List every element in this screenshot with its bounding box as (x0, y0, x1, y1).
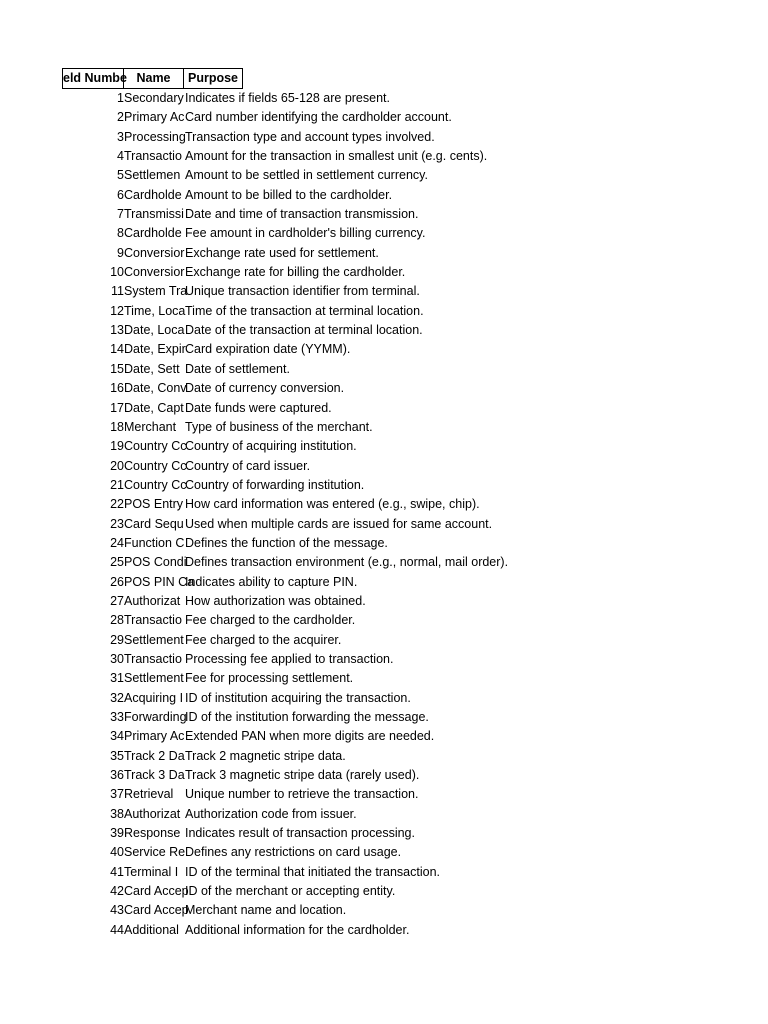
table-body (62, 89, 705, 940)
cell-purpose[interactable]: How authorization was obtained. (185, 593, 366, 608)
table-row (62, 863, 705, 882)
cell-name[interactable]: Additional (124, 922, 179, 937)
cell-name[interactable]: Primary Ac (124, 110, 185, 125)
cell-purpose[interactable]: Unique number to retrieve the transaction. (185, 787, 419, 802)
cell-name[interactable]: Card Sequ (124, 516, 184, 531)
table-row (62, 515, 705, 534)
cell-name[interactable]: Date, Conv (124, 381, 187, 396)
table-row (62, 824, 705, 843)
cell-purpose[interactable]: Time of the transaction at terminal location. (185, 303, 424, 318)
cell-purpose[interactable]: Country of acquiring institution. (185, 439, 357, 454)
cell-field-number[interactable]: 28 (110, 613, 124, 628)
cell-purpose[interactable]: Unique transaction identifier from terminal. (185, 284, 420, 299)
cell-name[interactable]: Secondary (124, 91, 184, 105)
cell-purpose[interactable]: Additional information for the cardholder. (185, 922, 410, 937)
table-row (62, 921, 705, 940)
cell-name[interactable]: Transactio (124, 149, 182, 164)
cell-purpose[interactable]: Date of settlement. (185, 361, 290, 376)
cell-purpose[interactable]: How card information was entered (e.g., swipe, chip). (185, 497, 480, 512)
cell-purpose[interactable]: Type of business of the merchant. (185, 419, 373, 434)
cell-field-number[interactable]: 34 (110, 729, 124, 744)
cell-purpose[interactable]: Date of currency conversion. (185, 381, 345, 396)
cell-field-number[interactable]: 35 (110, 748, 124, 763)
table-row (62, 147, 705, 166)
table-row (62, 476, 705, 495)
table-row (62, 747, 705, 766)
table-row (62, 534, 705, 553)
cell-purpose[interactable]: Amount to be billed to the cardholder. (185, 187, 393, 202)
table-row (62, 302, 705, 321)
cell-purpose[interactable]: Country of forwarding institution. (185, 477, 365, 492)
cell-field-number[interactable]: 17 (110, 400, 124, 415)
cell-name[interactable]: Authorizat (124, 593, 181, 608)
cell-purpose[interactable]: Fee charged to the cardholder. (185, 613, 356, 628)
cell-name[interactable]: System Tra (124, 284, 188, 299)
table-row (62, 843, 705, 862)
spreadsheet-table (62, 68, 705, 940)
cell-purpose[interactable]: Card expiration date (YYMM). (185, 342, 351, 357)
cell-purpose[interactable]: Fee amount in cardholder's billing currency. (185, 226, 426, 241)
cell-purpose[interactable]: Transaction type and account types involved. (185, 129, 435, 144)
cell-name[interactable]: Terminal I (124, 864, 179, 879)
table-row (62, 611, 705, 630)
cell-purpose[interactable]: Exchange rate used for settlement. (185, 245, 379, 260)
cell-field-number[interactable]: 6 (117, 187, 124, 202)
cell-field-number[interactable]: 3 (117, 129, 124, 144)
table-row (62, 592, 705, 611)
cell-field-number[interactable]: 27 (110, 593, 124, 608)
cell-purpose[interactable]: ID of the institution forwarding the message. (185, 710, 429, 724)
cell-purpose[interactable]: ID of the terminal that initiated the transaction. (185, 864, 440, 879)
cell-name[interactable]: Conversior (124, 245, 185, 260)
cell-field-number[interactable]: 44 (110, 922, 124, 937)
cell-field-number[interactable]: 23 (110, 516, 124, 531)
cell-name[interactable]: Card Accep (124, 903, 189, 918)
cell-field-number[interactable]: 8 (117, 226, 124, 241)
cell-field-number[interactable]: 42 (110, 884, 124, 899)
cell-purpose[interactable]: Date funds were captured. (185, 400, 332, 415)
cell-name[interactable]: Transactio (124, 651, 182, 666)
table-row (62, 805, 705, 824)
table-row (62, 650, 705, 669)
table-row (62, 108, 705, 127)
table-row (62, 882, 705, 901)
cell-name[interactable]: Primary Ac (124, 729, 185, 744)
table-row (62, 263, 705, 282)
cell-purpose[interactable]: Indicates result of transaction processing. (185, 826, 415, 841)
cell-field-number[interactable]: 41 (110, 864, 124, 879)
cell-name[interactable]: POS Entry (124, 497, 184, 512)
cell-name[interactable]: Cardholde (124, 226, 182, 241)
cell-name[interactable]: Date, Loca (124, 323, 185, 338)
cell-field-number[interactable]: 21 (110, 477, 124, 492)
cell-field-number[interactable]: 31 (110, 671, 124, 686)
cell-purpose[interactable]: Card number identifying the cardholder account. (185, 110, 452, 125)
table-row (62, 244, 705, 263)
table-row (62, 360, 705, 379)
table-row (62, 553, 705, 572)
cell-field-number[interactable]: 1 (117, 91, 124, 105)
table-row (62, 457, 705, 476)
cell-field-number[interactable]: 29 (110, 632, 124, 647)
cell-purpose[interactable]: Date and time of transaction transmission. (185, 207, 419, 222)
cell-field-number[interactable]: 30 (110, 651, 124, 666)
cell-purpose[interactable]: Merchant name and location. (185, 903, 347, 918)
cell-field-number[interactable]: 20 (110, 458, 124, 473)
header-purpose[interactable]: Purpose (183, 68, 243, 89)
cell-name[interactable]: POS Condi (124, 555, 187, 570)
cell-name[interactable]: Time, Loca (124, 303, 186, 318)
cell-purpose[interactable]: Indicates ability to capture PIN. (185, 574, 358, 589)
cell-purpose[interactable]: Track 2 magnetic stripe data. (185, 748, 346, 763)
cell-purpose[interactable]: Exchange rate for billing the cardholder. (185, 265, 406, 280)
cell-field-number[interactable]: 15 (110, 361, 124, 376)
cell-name[interactable]: Processing (124, 129, 186, 144)
cell-name[interactable]: Country Cc (124, 458, 187, 473)
cell-name[interactable]: Country Cc (124, 477, 187, 492)
cell-name[interactable]: Authorizat (124, 806, 181, 821)
cell-purpose[interactable]: Amount to be settled in settlement currency. (185, 168, 428, 183)
cell-field-number[interactable]: 14 (110, 342, 124, 357)
table-row (62, 89, 705, 108)
cell-field-number[interactable]: 13 (110, 323, 124, 338)
table-row (62, 901, 705, 920)
cell-purpose[interactable]: Used when multiple cards are issued for same account. (185, 516, 493, 531)
table-row (62, 708, 705, 727)
table-row (62, 669, 705, 688)
cell-purpose[interactable]: Processing fee applied to transaction. (185, 651, 394, 666)
cell-field-number[interactable]: 36 (110, 768, 124, 783)
cell-name[interactable]: Merchant (124, 419, 177, 434)
cell-name[interactable]: Track 3 Da (124, 768, 185, 783)
cell-name[interactable]: Transactio (124, 613, 182, 628)
cell-name[interactable]: POS PIN Ca (124, 574, 195, 589)
cell-purpose[interactable]: Defines any restrictions on card usage. (185, 845, 402, 860)
cell-field-number[interactable]: 9 (117, 245, 124, 260)
cell-field-number[interactable]: 37 (110, 787, 124, 802)
table-row (62, 418, 705, 437)
cell-field-number[interactable]: 22 (110, 497, 124, 512)
cell-name[interactable]: Service Re (124, 845, 186, 860)
cell-purpose[interactable]: ID of the merchant or accepting entity. (185, 884, 396, 899)
cell-purpose[interactable]: Extended PAN when more digits are needed. (185, 729, 435, 744)
table-row (62, 727, 705, 746)
table-row (62, 495, 705, 514)
cell-name[interactable]: Transmissi (124, 207, 184, 222)
cell-field-number[interactable]: 40 (110, 845, 124, 860)
table-row (62, 573, 705, 592)
cell-field-number[interactable]: 10 (110, 265, 124, 280)
table-row (62, 128, 705, 147)
cell-name[interactable]: Settlement (124, 632, 184, 647)
cell-field-number[interactable]: 4 (117, 149, 124, 164)
table-row (62, 166, 705, 185)
cell-purpose[interactable]: ID of institution acquiring the transaction. (185, 690, 411, 705)
cell-name[interactable]: Date, Capt (124, 400, 184, 415)
cell-name[interactable]: Retrieval (124, 787, 174, 802)
cell-field-number[interactable]: 19 (110, 439, 124, 454)
table-row (62, 224, 705, 243)
cell-name[interactable]: Settlement (124, 671, 184, 686)
cell-purpose[interactable]: Date of the transaction at terminal location. (185, 323, 423, 338)
cell-field-number[interactable]: 5 (117, 168, 124, 183)
cell-purpose[interactable]: Fee charged to the acquirer. (185, 632, 342, 647)
cell-purpose[interactable]: Track 3 magnetic stripe data (rarely used). (185, 768, 420, 783)
cell-field-number[interactable]: 16 (110, 381, 124, 396)
cell-name[interactable]: Response (124, 826, 181, 841)
cell-name[interactable]: Conversior (124, 265, 185, 280)
table-row (62, 437, 705, 456)
table-row (62, 321, 705, 340)
header-name[interactable]: Name (123, 68, 184, 89)
cell-purpose[interactable]: Defines the function of the message. (185, 535, 388, 550)
cell-field-number[interactable]: 38 (110, 806, 124, 821)
cell-name[interactable]: Function C (124, 535, 185, 550)
table-row (62, 689, 705, 708)
cell-purpose[interactable]: Country of card issuer. (185, 458, 311, 473)
cell-field-number[interactable]: 43 (110, 903, 124, 918)
cell-purpose[interactable]: Indicates if fields 65-128 are present. (185, 91, 390, 105)
cell-name[interactable]: Card Accep (124, 884, 189, 899)
cell-name[interactable]: Date, Expir (124, 342, 186, 357)
table-row (62, 282, 705, 301)
table-row (62, 766, 705, 785)
cell-name[interactable]: Settlemen (124, 168, 181, 183)
cell-field-number[interactable]: 39 (110, 826, 124, 841)
cell-name[interactable]: Forwarding (124, 710, 187, 724)
table-row (62, 399, 705, 418)
cell-field-number[interactable]: 11 (111, 284, 124, 299)
cell-name[interactable]: Cardholde (124, 187, 182, 202)
table-row (62, 205, 705, 224)
table-row (62, 379, 705, 398)
table-row (62, 186, 705, 205)
cell-field-number[interactable]: 25 (110, 555, 124, 570)
table-row (62, 785, 705, 804)
cell-name[interactable]: Date, Sett (124, 361, 180, 376)
cell-field-number[interactable]: 7 (117, 207, 124, 222)
cell-field-number[interactable]: 33 (110, 710, 124, 724)
header-field-number[interactable]: eld Numbe (62, 68, 124, 89)
table-row (62, 631, 705, 650)
cell-name[interactable]: Acquiring I (124, 690, 184, 705)
cell-purpose[interactable]: Defines transaction environment (e.g., normal, mail order). (185, 555, 509, 570)
cell-field-number[interactable]: 32 (110, 690, 124, 705)
cell-name[interactable]: Track 2 Da (124, 748, 185, 763)
cell-name[interactable]: Country Cc (124, 439, 187, 454)
cell-purpose[interactable]: Amount for the transaction in smallest unit (e.g. cents). (185, 149, 488, 164)
cell-field-number[interactable]: 2 (117, 110, 124, 125)
header-row (62, 68, 705, 88)
table-row (62, 340, 705, 359)
cell-purpose[interactable]: Fee for processing settlement. (185, 671, 354, 686)
cell-field-number[interactable]: 18 (110, 419, 124, 434)
cell-purpose[interactable]: Authorization code from issuer. (185, 806, 357, 821)
cell-field-number[interactable]: 26 (110, 574, 124, 589)
cell-field-number[interactable]: 24 (110, 535, 124, 550)
cell-field-number[interactable]: 12 (110, 303, 124, 318)
